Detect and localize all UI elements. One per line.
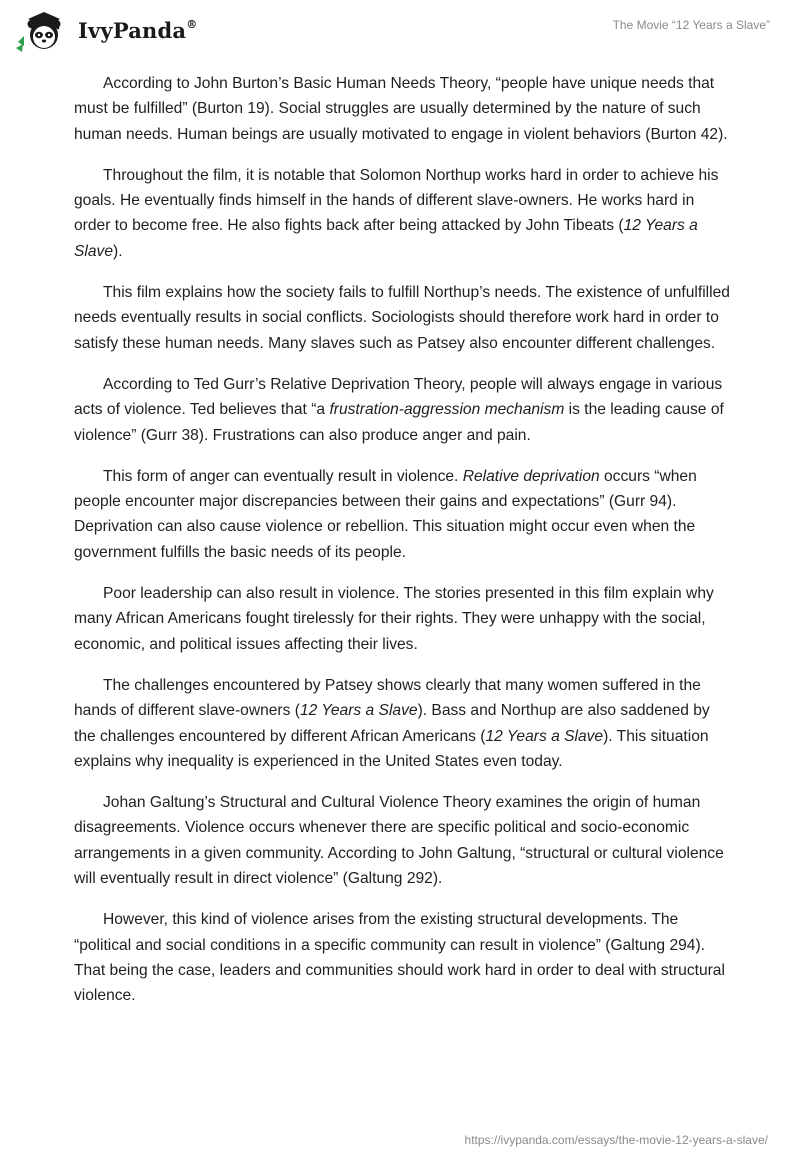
paragraph-text: According to Ted Gurr’s Relative Deprivation Theory, people will always engage in various acts of violence. Ted believes that “a: [74, 375, 723, 419]
paragraph-text: This film explains how the society fails to fulfill Northup’s needs. The existence of unfulfilled needs eventually results in social conflicts. Sociologists should therefore work hard in order to satisfy these human needs. Many slaves such as Patsey also encounter different challenges.: [74, 284, 730, 352]
essay-paragraph: [74, 163, 734, 264]
paragraph-text: This form of anger can eventually result in violence.: [103, 467, 463, 485]
paragraph-text: The challenges encountered by Patsey shows clearly that many women suffered in the hands of different slave-owners (: [74, 676, 701, 720]
italic-citation: frustration-aggression mechanism: [329, 401, 565, 419]
paragraph-text: However, this kind of violence arises from the existing structural developments. The “political and social conditions in a specific community can result in violence” (Galtung 294). That being the case, leaders and communities should work hard in order to deal with structural violence.: [74, 911, 725, 1005]
essay-paragraph: [74, 464, 734, 565]
essay-paragraph: [74, 790, 734, 891]
italic-citation: 12 Years a Slave: [74, 217, 698, 260]
paragraph-text: ). This situation explains why inequality is experienced in the United States even today.: [74, 727, 709, 770]
essay-paragraph: [74, 581, 734, 657]
paragraph-text: Johan Galtung’s Structural and Cultural Violence Theory examines the origin of human disagreements. Violence occurs whenever there are specific political and socio-economic arrangements in a given community. According to John Galtung, “structural or cultural violence will eventually result in direct violence” (Galtung 292).: [74, 794, 724, 888]
italic-citation: Relative deprivation: [462, 467, 600, 485]
paragraph-text: According to John Burton’s Basic Human Needs Theory, “people have unique needs that must be fulfilled” (Burton 19). Social struggles are usually determined by the nature of such human needs. Human beings are usually motivated to engage in violent behaviors (Burton 42).: [74, 75, 728, 143]
italic-citation: 12 Years a Slave: [299, 702, 418, 720]
essay-paragraph: [74, 907, 734, 1008]
paragraph-text: ).: [113, 242, 123, 260]
paragraph-text: ). Bass and Northup are also saddened by the challenges encountered by different African Americans (: [74, 702, 710, 745]
ivypanda-logo[interactable]: [14, 8, 197, 52]
essay-paragraph: [74, 372, 734, 448]
paragraph-text: is the leading cause of violence” (Gurr 38). Frustrations can also produce anger and pain.: [74, 401, 724, 444]
document-title: The Movie “12 Years a Slave”: [612, 18, 770, 32]
italic-citation: 12 Years a Slave: [485, 727, 604, 745]
paragraph-text: occurs “when people encounter major discrepancies between their gains and expectations” (Gurr 94). Deprivation can also cause violence or rebellion. This situation might occur even when the government fulfills the basic needs of its people.: [74, 467, 697, 561]
page-header: [0, 0, 800, 64]
brand-name: IvyPanda®: [78, 17, 198, 43]
paragraph-text: Throughout the film, it is notable that Solomon Northup works hard in order to achieve his goals. He eventually finds himself in the hands of different slave-owners. He works hard in order to become free. He also fights back after being attacked by John Tibeats (: [74, 166, 719, 235]
essay-paragraph: [74, 71, 734, 147]
essay-body: [74, 71, 734, 1025]
essay-paragraph: [74, 673, 734, 774]
paragraph-text: Poor leadership can also result in violence. The stories presented in this film explain why many African Americans fought tirelessly for their rights. They were unhappy with the social, economic, and political issues affecting their lives.: [74, 585, 714, 653]
panda-graduate-logo-icon: [14, 8, 70, 52]
source-url: https://ivypanda.com/essays/the-movie-12-years-a-slave/: [464, 1133, 768, 1147]
essay-paragraph: [74, 280, 734, 356]
